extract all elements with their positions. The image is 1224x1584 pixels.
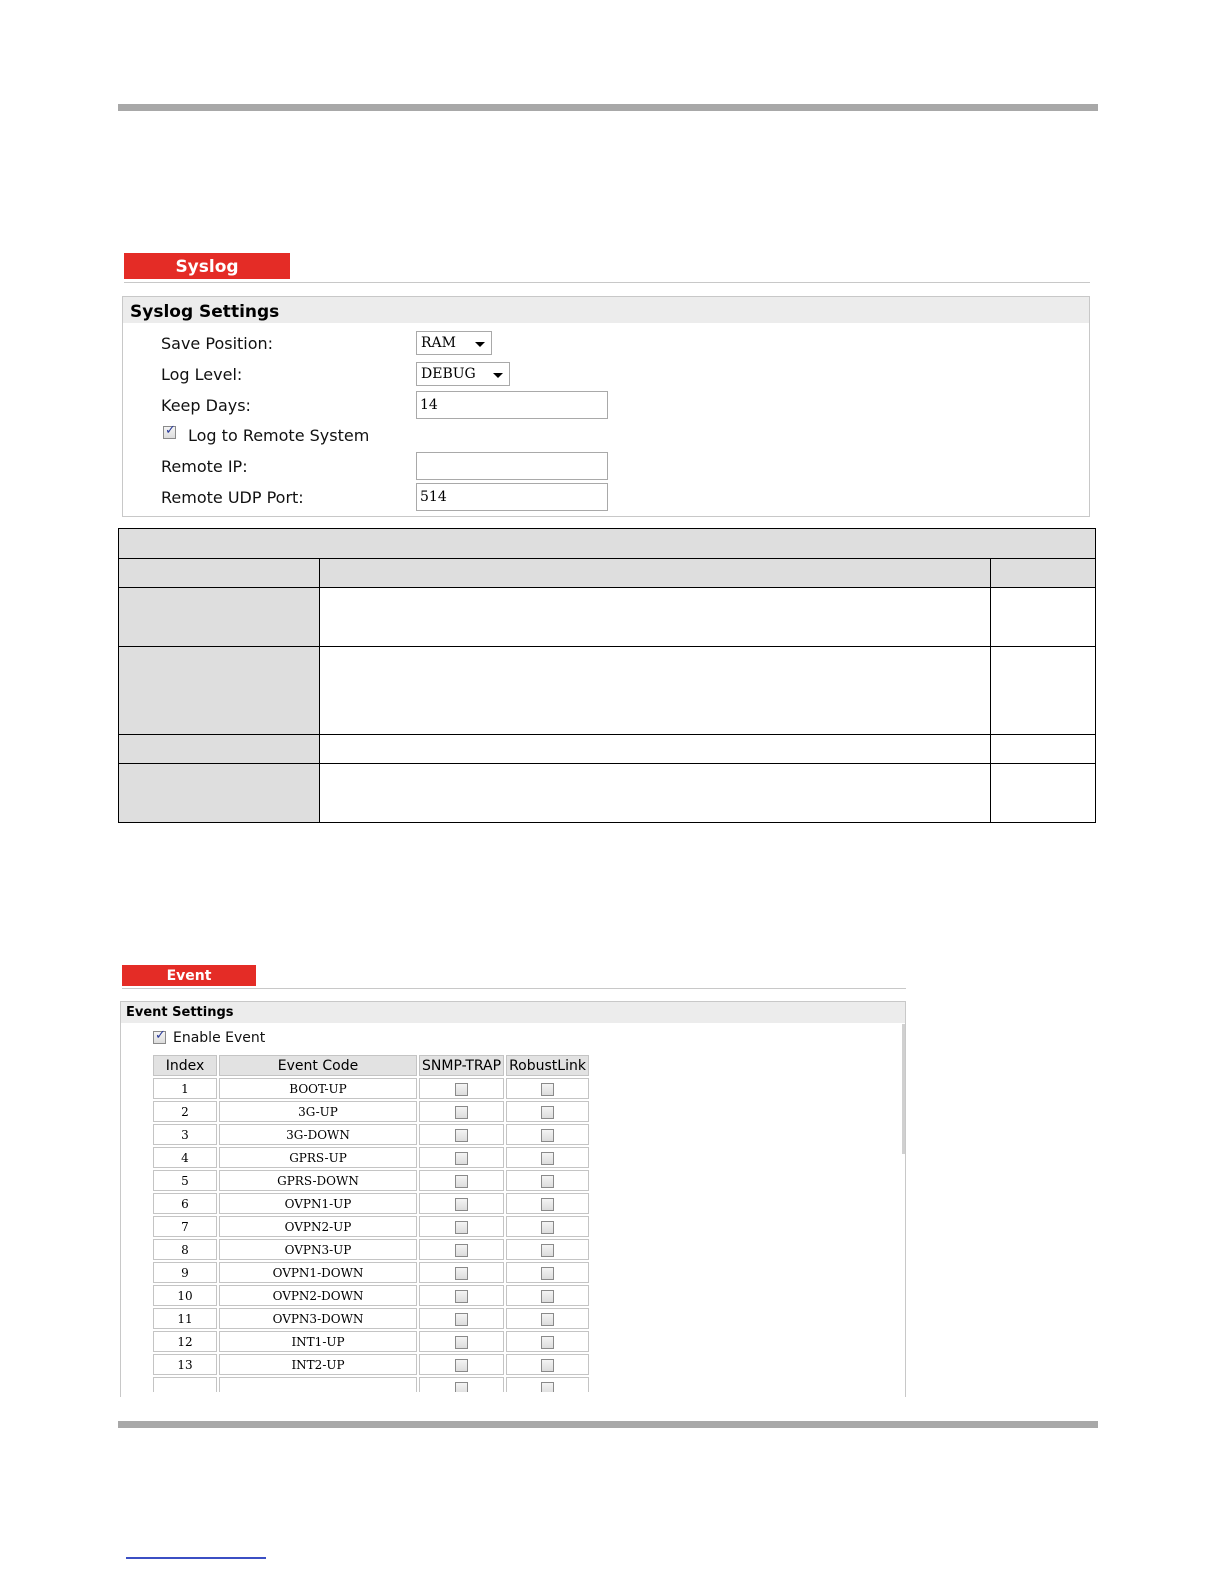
event-code-cell: OVPN1-DOWN xyxy=(219,1262,417,1283)
robustlink-cell xyxy=(506,1078,589,1099)
snmp-trap-cell xyxy=(419,1147,504,1168)
log-level-label: Log Level: xyxy=(161,365,243,384)
event-code-cell: OVPN1-UP xyxy=(219,1193,417,1214)
snmp-trap-cell xyxy=(419,1331,504,1352)
event-code-cell: OVPN3-UP xyxy=(219,1239,417,1260)
robustlink-cell xyxy=(506,1331,589,1352)
event-index-cell: 4 xyxy=(153,1147,217,1168)
robustlink-checkbox[interactable] xyxy=(541,1267,554,1280)
robustlink-cell xyxy=(506,1308,589,1329)
robustlink-checkbox[interactable] xyxy=(541,1152,554,1165)
robustlink-checkbox[interactable] xyxy=(541,1244,554,1257)
table-row xyxy=(153,1239,589,1260)
index-column-header: Index xyxy=(153,1055,217,1076)
snmp-trap-cell xyxy=(419,1308,504,1329)
event-code-cell: 3G-UP xyxy=(219,1101,417,1122)
keep-days-value: 14 xyxy=(420,397,438,413)
snmp-trap-checkbox[interactable] xyxy=(455,1221,468,1234)
robustlink-cell xyxy=(506,1147,589,1168)
robustlink-cell xyxy=(506,1193,589,1214)
event-index-cell: 7 xyxy=(153,1216,217,1237)
robustlink-cell xyxy=(506,1354,589,1375)
table-row xyxy=(153,1147,589,1168)
event-index-cell: 12 xyxy=(153,1331,217,1352)
snmp-trap-checkbox[interactable] xyxy=(455,1267,468,1280)
robustlink-checkbox[interactable] xyxy=(541,1175,554,1188)
event-code-cell: GPRS-DOWN xyxy=(219,1170,417,1191)
snmp-trap-checkbox[interactable] xyxy=(455,1290,468,1303)
table-row xyxy=(153,1262,589,1283)
table-header-row xyxy=(153,1055,589,1076)
save-position-label: Save Position: xyxy=(161,334,274,353)
snmp-trap-checkbox[interactable] xyxy=(455,1106,468,1119)
event-table xyxy=(151,1053,591,1392)
log-remote-label: Log to Remote System xyxy=(188,426,370,445)
snmp-trap-cell xyxy=(419,1262,504,1283)
table-row xyxy=(153,1308,589,1329)
snmp-trap-checkbox[interactable] xyxy=(455,1359,468,1372)
event-code-cell: INT1-UP xyxy=(219,1331,417,1352)
robustlink-checkbox[interactable] xyxy=(541,1359,554,1372)
snmp-trap-checkbox[interactable] xyxy=(455,1336,468,1349)
event-tab[interactable]: Event xyxy=(122,965,256,986)
snmp-trap-checkbox[interactable] xyxy=(455,1244,468,1257)
event-index-cell: 3 xyxy=(153,1124,217,1145)
keep-days-label: Keep Days: xyxy=(161,396,251,415)
robustlink-cell xyxy=(506,1170,589,1191)
robustlink-checkbox[interactable] xyxy=(541,1336,554,1349)
table-row xyxy=(153,1101,589,1122)
event-index-cell: 10 xyxy=(153,1285,217,1306)
snmp-trap-checkbox[interactable] xyxy=(455,1129,468,1142)
table-row xyxy=(153,1331,589,1352)
snmp-trap-checkbox[interactable] xyxy=(455,1382,468,1393)
robustlink-checkbox[interactable] xyxy=(541,1129,554,1142)
snmp-trap-checkbox[interactable] xyxy=(455,1198,468,1211)
robustlink-checkbox[interactable] xyxy=(541,1221,554,1234)
robustlink-column-header: RobustLink xyxy=(506,1055,589,1076)
robustlink-checkbox[interactable] xyxy=(541,1313,554,1326)
table-row xyxy=(153,1078,589,1099)
robustlink-checkbox[interactable] xyxy=(541,1198,554,1211)
robustlink-cell xyxy=(506,1262,589,1283)
robustlink-checkbox[interactable] xyxy=(541,1290,554,1303)
remote-udp-port-value: 514 xyxy=(420,489,447,505)
footer-rule xyxy=(118,1421,1098,1428)
robustlink-checkbox[interactable] xyxy=(541,1106,554,1119)
robustlink-cell xyxy=(506,1285,589,1306)
event-code-cell: INT2-UP xyxy=(219,1354,417,1375)
event-index-cell: 2 xyxy=(153,1101,217,1122)
event-code-cell: BOOT-UP xyxy=(219,1078,417,1099)
event-index-cell: 11 xyxy=(153,1308,217,1329)
table-row xyxy=(153,1216,589,1237)
event-code-cell: OVPN3-DOWN xyxy=(219,1308,417,1329)
snmp-trap-checkbox[interactable] xyxy=(455,1175,468,1188)
table-row xyxy=(153,1354,589,1375)
remote-ip-label: Remote IP: xyxy=(161,457,248,476)
robustlink-checkbox[interactable] xyxy=(541,1382,554,1393)
event-code-cell: 3G-DOWN xyxy=(219,1124,417,1145)
event-code-cell xyxy=(219,1377,417,1392)
snmp-trap-cell xyxy=(419,1193,504,1214)
robustlink-cell xyxy=(506,1216,589,1237)
event-settings-title: Event Settings xyxy=(121,1002,905,1023)
event-index-cell: 13 xyxy=(153,1354,217,1375)
table-row xyxy=(153,1170,589,1191)
snmp-trap-checkbox[interactable] xyxy=(455,1313,468,1326)
snmp-trap-checkbox[interactable] xyxy=(455,1083,468,1096)
event-index-cell: 1 xyxy=(153,1078,217,1099)
event-code-column-header: Event Code xyxy=(219,1055,417,1076)
event-table-body xyxy=(153,1078,589,1392)
event-index-cell: 8 xyxy=(153,1239,217,1260)
robustlink-cell xyxy=(506,1377,589,1392)
footer-link-underline xyxy=(126,1557,266,1559)
robustlink-checkbox[interactable] xyxy=(541,1083,554,1096)
log-level-value: DEBUG xyxy=(421,366,476,382)
table-row xyxy=(153,1193,589,1214)
snmp-trap-cell xyxy=(419,1101,504,1122)
save-position-value: RAM xyxy=(421,335,456,351)
syslog-settings-title: Syslog Settings xyxy=(123,297,1089,323)
enable-event-label: Enable Event xyxy=(173,1030,266,1046)
robustlink-cell xyxy=(506,1239,589,1260)
robustlink-cell xyxy=(506,1101,589,1122)
snmp-trap-checkbox[interactable] xyxy=(455,1152,468,1165)
event-code-cell: OVPN2-UP xyxy=(219,1216,417,1237)
remote-udp-port-label: Remote UDP Port: xyxy=(161,488,304,507)
robustlink-cell xyxy=(506,1124,589,1145)
snmp-trap-cell xyxy=(419,1354,504,1375)
snmp-trap-cell xyxy=(419,1285,504,1306)
table-row xyxy=(153,1377,589,1392)
event-code-cell: OVPN2-DOWN xyxy=(219,1285,417,1306)
event-index-cell: 5 xyxy=(153,1170,217,1191)
snmp-trap-cell xyxy=(419,1216,504,1237)
table-row xyxy=(153,1124,589,1145)
snmp-trap-cell xyxy=(419,1078,504,1099)
event-index-cell: 6 xyxy=(153,1193,217,1214)
event-index-cell: 9 xyxy=(153,1262,217,1283)
snmp-trap-cell xyxy=(419,1377,504,1392)
event-index-cell xyxy=(153,1377,217,1392)
event-code-cell: GPRS-UP xyxy=(219,1147,417,1168)
table-row xyxy=(153,1285,589,1306)
syslog-tab[interactable]: Syslog xyxy=(124,253,290,279)
snmp-trap-cell xyxy=(419,1239,504,1260)
snmp-trap-column-header: SNMP-TRAP xyxy=(419,1055,504,1076)
snmp-trap-cell xyxy=(419,1124,504,1145)
snmp-trap-cell xyxy=(419,1170,504,1191)
